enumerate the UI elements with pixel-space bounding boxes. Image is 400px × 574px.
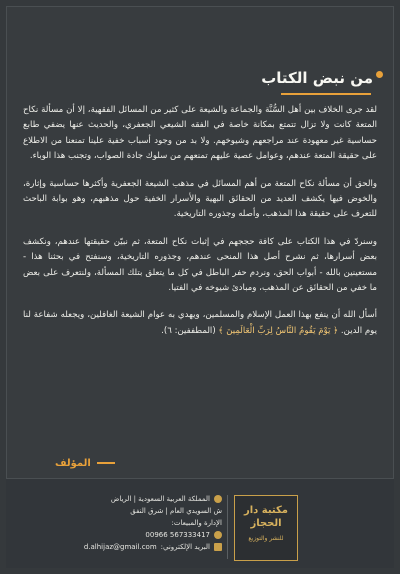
- contact-phone-row[interactable]: [32, 529, 222, 541]
- publisher-footer: [6, 479, 394, 568]
- email-address[interactable]: d.alhijaz@gmail.com: [83, 543, 157, 551]
- location-pin-icon: [214, 495, 222, 503]
- publisher-name-line1: مكتبة دار: [243, 505, 289, 516]
- contact-dept-row: [32, 517, 222, 529]
- email-icon: [214, 543, 222, 551]
- publisher-subtitle: للنشر والتوزيع: [248, 535, 284, 542]
- paragraph-3: وسنردّ في هذا الكتاب على كافة حججهم في إثبات نكاح المتعة، ثم نبيّن حقيقتها عندهم، ونكشف بعض أسرارها، ثم نشرح أصل هذا المنحى عندهم، وجذوره التاريخية، وسنفتح في بحثنا هذا - مستعينين بالله - أبواب الحق، ونردم حفر الباطل في كل ما يتعلق بتلك المسألة، ولنتعرف على بعض ما خفي من الحقائق عن المذهب، ومبادئ شيوخه في الفتيا.: [23, 236, 377, 294]
- blurb-text: [23, 103, 377, 351]
- footer-separator: [227, 495, 228, 559]
- heading-dot-icon: [376, 71, 383, 78]
- paragraph-1: لقد جرى الخلاف بين أهل السُّنَّة والجماعة والشيعة على كثير من المسائل الفقهية، إلا أن مسألة نكاح المتعة كانت ولا تزال تتمتع بمكانة خاصة في الفقه الشيعي الجعفري، والحديث عنها يضفي طابع حساسية غير معهودة عند مراجعهم وشيوخهم. ولا بد من وجود أسباب خفية علينا تمنعنا من الاطلاع على حقيقة المتعة عندهم، وعوامل عصية عليهم تمنعهم من سلوك جادة الصواب، وتجنب هذا الوباء.: [23, 105, 377, 162]
- paragraph-2: والحق أن مسألة نكاح المتعة من أهم المسائل في مذهب الشيعة الجعفرية وأكثرها حساسية وإثارة، والخوض فيها يكشف العديد من الحقائق البهية والأسرار الخفية حول مذهبهم، وهو بوابة الباحث للتعرف على حقيقة هذا المذهب، وأصله وجذوره التاريخية.: [23, 178, 377, 220]
- phone-icon: [214, 531, 222, 539]
- publisher-logo: [234, 495, 298, 561]
- sales-dept-label: الإدارة والمبيعات:: [171, 519, 222, 527]
- country-city: المملكة العربية السعودية | الرياض: [110, 495, 210, 503]
- quran-verse: ﴿ يَوْمَ يَقُومُ النَّاسُ لِرَبِّ الْعَالَمِينَ ﴾: [218, 325, 339, 336]
- publisher-name-line2: الحجاز: [250, 518, 282, 529]
- section-heading: [261, 69, 383, 91]
- contact-info: [32, 493, 222, 553]
- phone-number[interactable]: 00966 567333417: [145, 531, 210, 539]
- closing-paragraph: [23, 308, 377, 339]
- street-address: ش السويدي العام | شرق النفق: [130, 507, 222, 515]
- closing-text: أسأل الله أن ينفع بهذا العمل الإسلام والمسلمين، ويهدي به عوام الشيعة الغافلين، ويجعله شفاعة لنا يوم الدين.: [23, 310, 377, 336]
- contact-street-row: [32, 505, 222, 517]
- email-label: البريد الإلكتروني:: [160, 543, 210, 551]
- section-heading-text: من نبض الكتاب: [261, 69, 373, 87]
- heading-underline: [281, 93, 371, 95]
- contact-location: [32, 493, 222, 505]
- verse-reference: (المطففين: ٦).: [161, 325, 216, 336]
- signature-text: المؤلف: [55, 458, 91, 469]
- contact-email-row[interactable]: [32, 541, 222, 553]
- author-signature: [55, 458, 115, 469]
- signature-flourish-icon: [97, 462, 115, 464]
